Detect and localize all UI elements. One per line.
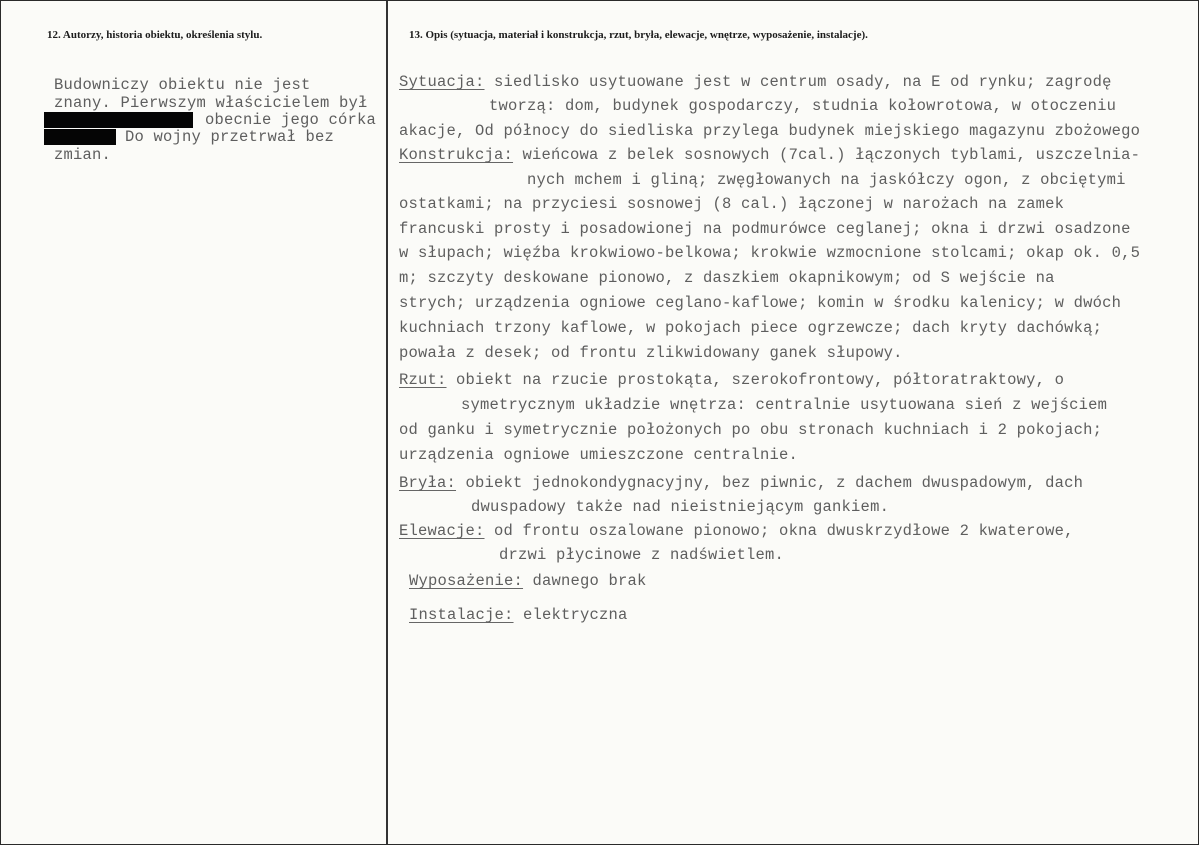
sytuacja-label: Sytuacja: bbox=[399, 73, 485, 91]
rzut-line: symetrycznym układzie wnętrza: centralnie usytuowana sień z wejściem bbox=[461, 396, 1108, 414]
konstrukcja-line: powała z desek; od frontu zlikwidowany ganek słupowy. bbox=[399, 344, 903, 362]
history-line: Budowniczy obiektu nie jest bbox=[54, 76, 311, 94]
instalacje-label: Instalacje: bbox=[409, 606, 514, 624]
history-line: Do wojny przetrwał bez bbox=[125, 128, 335, 146]
konstrukcja-line: Konstrukcja: wieńcowa z belek sosnowych (7cal.) łączonych tyblami, uszczelnia- bbox=[399, 146, 1141, 164]
rzut-line: Rzut: obiekt na rzucie prostokąta, szerokofrontowy, półtoratraktowy, o bbox=[399, 371, 1065, 389]
konstrukcja-line: w słupach; więźba krokwiowo-belkowa; krokwie wzmocnione stolcami; okap ok. 0,5 bbox=[399, 244, 1141, 262]
bryla-label: Bryła: bbox=[399, 474, 457, 492]
sytuacja-line: tworzą: dom, budynek gospodarczy, studnia kołowrotowa, w otoczeniu bbox=[489, 97, 1117, 115]
elewacje-line: Elewacje: od frontu oszalowane pionowo; okna dwuskrzydłowe 2 kwaterowe, bbox=[399, 522, 1074, 540]
rzut-label: Rzut: bbox=[399, 371, 447, 389]
elewacje-line: drzwi płycinowe z nadświetlem. bbox=[499, 546, 785, 564]
section-12-heading: 12. Autorzy, historia obiektu, określenia stylu. bbox=[47, 29, 263, 41]
history-line: zmian. bbox=[54, 146, 112, 164]
history-line: znany. Pierwszym właścicielem był bbox=[54, 94, 368, 112]
bryla-line: dwuspadowy także nad nieistniejącym gankiem. bbox=[471, 498, 890, 516]
sytuacja-line: Sytuacja: siedlisko usytuowane jest w centrum osady, na E od rynku; zagrodę bbox=[399, 73, 1112, 91]
wyposazenie-line: Wyposażenie: dawnego brak bbox=[409, 572, 647, 590]
konstrukcja-line: nych mchem i gliną; zwęgłowanych na jaskółczy ogon, z obciętymi bbox=[527, 171, 1126, 189]
konstrukcja-line: m; szczyty deskowane pionowo, z daszkiem okapnikowym; od S wejście na bbox=[399, 269, 1055, 287]
konstrukcja-line: kuchniach trzony kaflowe, w pokojach piece ogrzewcze; dach kryty dachówką; bbox=[399, 319, 1103, 337]
instalacje-line: Instalacje: elektryczna bbox=[409, 606, 628, 624]
wyposazenie-label: Wyposażenie: bbox=[409, 572, 524, 590]
elewacje-label: Elewacje: bbox=[399, 522, 485, 540]
bryla-line: Bryła: obiekt jednokondygnacyjny, bez piwnic, z dachem dwuspadowym, dach bbox=[399, 474, 1084, 492]
konstrukcja-label: Konstrukcja: bbox=[399, 146, 514, 164]
rzut-line: urządzenia ogniowe umieszczone centralnie. bbox=[399, 446, 799, 464]
column-divider bbox=[386, 1, 388, 845]
redaction-bar bbox=[44, 112, 193, 128]
rzut-line: od ganku i symetrycznie położonych po obu stronach kuchniach i 2 pokojach; bbox=[399, 421, 1103, 439]
sytuacja-line: akacje, Od północy do siedliska przylega budynek miejskiego magazynu zbożowego bbox=[399, 122, 1141, 140]
konstrukcja-line: ostatkami; na przyciesi sosnowej (8 cal.) łączonej w narożach na zamek bbox=[399, 195, 1065, 213]
konstrukcja-line: francuski prosty i posadowionej na podmurówce ceglanej; okna i drzwi osadzone bbox=[399, 220, 1131, 238]
konstrukcja-line: strych; urządzenia ogniowe ceglano-kaflowe; komin w środku kalenicy; w dwóch bbox=[399, 294, 1122, 312]
section-13-heading: 13. Opis (sytuacja, materiał i konstrukcja, rzut, bryła, elewacje, wnętrze, wyposażenie, instalacje). bbox=[409, 29, 868, 41]
history-line: obecnie jego córka bbox=[205, 111, 377, 129]
redaction-bar bbox=[44, 129, 116, 145]
